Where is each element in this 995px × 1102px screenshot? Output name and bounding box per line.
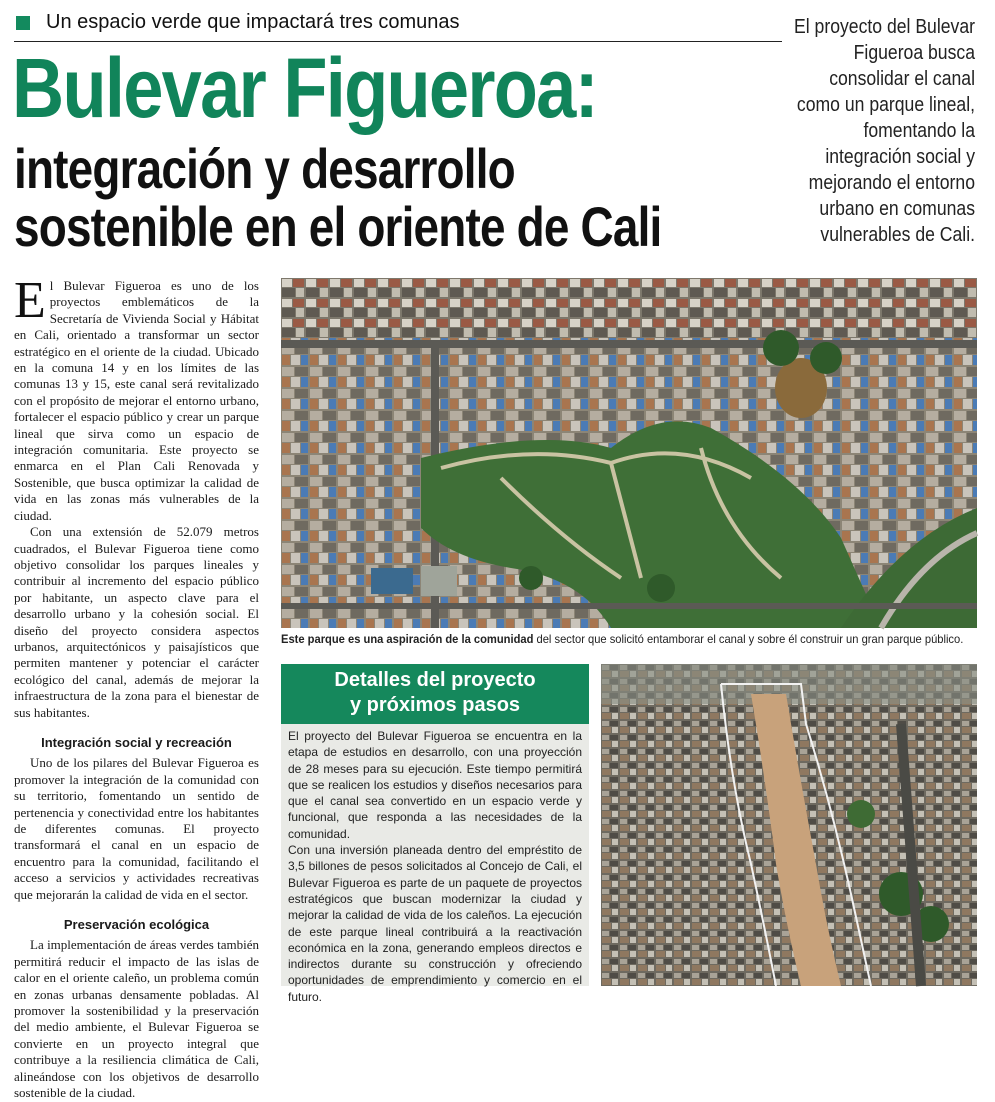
aerial-park-photo-illustration <box>281 278 977 628</box>
headline-title: Bulevar Figueroa: <box>12 41 597 135</box>
article-paragraph-2: Con una extensión de 52.079 metros cuadrados, el Bulevar Figueroa tiene como objetivo consolidar los parques lineales y contribuir al incremento del espacio público por habitante, un aspecto clave para el desarrollo urbano y la cohesión social. El diseño del proyecto considera aspectos urbanos, arquitectónicos y paisajísticos que permiten mantener y potenciar el carácter ecológico del canal, además de mejorar la infraestructura de la zona para el bienestar de sus habitantes. <box>14 524 259 720</box>
details-sidebar-box <box>281 664 589 1004</box>
details-box-body <box>288 728 582 1005</box>
article-paragraph-4: La implementación de áreas verdes también permitirá reducir el impacto de las islas de calor en el oriente caleño, un problema común en zonas urbanas densamente pobladas. Al promover la sostenibilidad y la preservación del medio ambiente, el Bulevar Figueroa se convierte en un proyecto integral que contribuye a la resiliencia climática de Cali, alineándose con los objetivos de desarrollo sostenible de la ciudad. <box>14 937 259 1101</box>
details-box-title-line-2: y próximos pasos <box>349 694 521 716</box>
photo-caption <box>281 632 964 646</box>
aerial-canal-photo-illustration <box>601 664 977 986</box>
kicker-text: Un espacio verde que impactará tres comunas <box>46 11 460 33</box>
kicker-square-icon <box>16 16 30 30</box>
subheading-preservacion: Preservación ecológica <box>63 917 210 933</box>
photo-caption-bold: Este parque es una aspiración de la comunidad <box>281 632 534 646</box>
headline-subtitle-line-2: sostenible en el oriente de Cali <box>14 195 662 258</box>
headline-subtitle-line-1: integración y desarrollo <box>14 137 515 200</box>
subheading-integracion: Integración social y recreación <box>41 734 232 750</box>
article-body-column <box>14 272 259 1102</box>
details-box-title <box>281 664 589 724</box>
details-box-paragraph-1: El proyecto del Bulevar Figueroa se encuentra en la etapa de estudios en desarrollo, con una proyección de 28 meses para su ejecución. Este tiempo permitirá que se realicen los estudios y diseños necesarios para que el canal sea convertido en un espacio verde y funcional, que responda a las necesidades de la comunidad. <box>288 729 582 841</box>
aerial-park-photo <box>281 278 977 628</box>
aerial-canal-photo <box>601 664 977 986</box>
details-box-paragraph-2: Con una inversión planeada dentro del empréstito de 3,5 billones de pesos solicitados al Concejo de Cali, el Bulevar Figueroa es parte de un paquete de proyectos estratégicos que buscan modernizar la ciudad y mejorar la calidad de vida de los caleños. La ejecución de este parque lineal contribuirá a la reactivación económica en la zona, generando empleos directos e indirectos durante su construcción y ofreciendo oportunidades de emprendimiento y comercio en el futuro. <box>288 843 582 1004</box>
headline-subtitle <box>14 137 662 258</box>
lede-summary: El proyecto del Bulevar Figueroa busca consolidar el canal como un parque lineal, fomentando la integración social y mejorando el entorno urbano en comunas vulnerables de Cali. <box>794 16 975 246</box>
section-kicker <box>14 10 782 42</box>
drop-cap: E <box>14 272 46 329</box>
article-paragraph-1 <box>14 272 259 524</box>
details-box-title-line-1: Detalles del proyecto <box>334 669 536 691</box>
article-paragraph-1-text: l Bulevar Figueroa es uno de los proyectos emblemáticos de la Secretaría de Vivienda Social y Hábitat en Cali, orientado a transformar un sector estratégico en el oriente de la ciudad. Ubicado en la comuna 14 y en los límites de las comunas 13 y 15, este canal será revitalizado con el propósito de mejorar el entorno urbano, fortalecer el espacio público y crear un parque lineal que sirva como un espacio de integración comunitaria. Este proyecto se enmarca en el Plan Cali Renovada y Sostenible, que busca optimizar la calidad de vida en las zonas más vulnerables de la ciudad. <box>14 278 259 523</box>
article-paragraph-3: Uno de los pilares del Bulevar Figueroa es promover la integración de la comunidad con su territorio, fomentando un sentido de pertenencia y conectividad entre los habitantes de diferentes comunas. El proyecto transformará el canal en un espacio de encuentro para la comunidad, facilitando el acceso a servicios y actividades recreativas que mejorarán la calidad de vida en el sector. <box>14 755 259 902</box>
photo-caption-rest: del sector que solicitó entamborar el canal y sobre él construir un gran parque público. <box>533 632 964 646</box>
